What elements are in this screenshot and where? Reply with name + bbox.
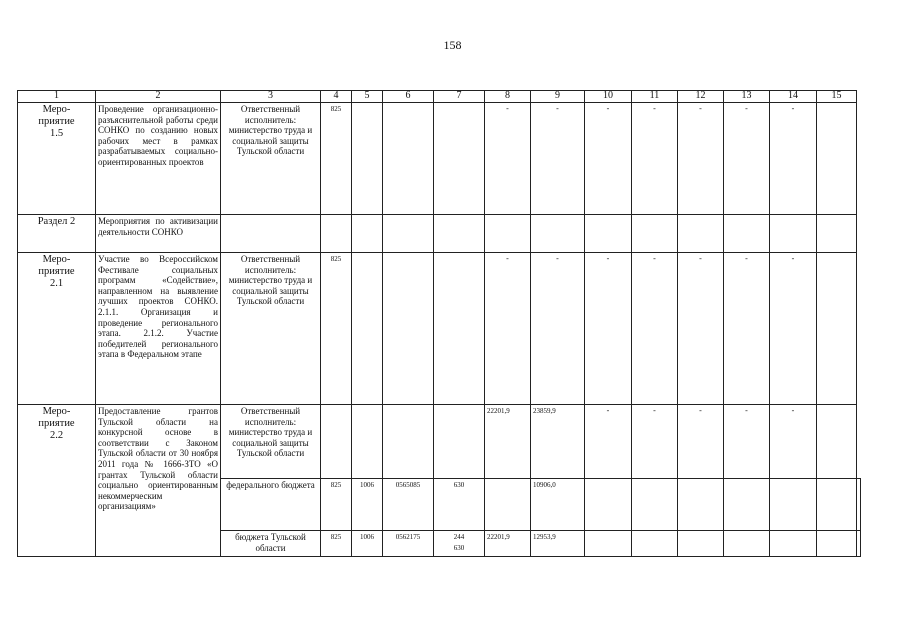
cell-empty — [585, 531, 632, 557]
cell-c4: 825 — [321, 103, 352, 215]
col-header: 5 — [352, 91, 383, 103]
cell-dash: - — [770, 103, 817, 215]
cell-empty — [678, 531, 724, 557]
cell-empty — [632, 215, 678, 253]
col-header: 9 — [531, 91, 585, 103]
col-header: 7 — [434, 91, 485, 103]
cell-dash: - — [585, 103, 632, 215]
cell-empty — [434, 215, 485, 253]
cell-dash: - — [678, 253, 724, 405]
cell-c9: 23859,9 — [531, 405, 585, 479]
table-row — [18, 103, 861, 215]
cell-c5: 1006 — [352, 479, 383, 531]
cell-empty — [434, 405, 485, 479]
col-header: 4 — [321, 91, 352, 103]
cell-dash: - — [531, 103, 585, 215]
cell-c9: 10906,0 — [531, 479, 585, 531]
cell-empty — [857, 531, 861, 557]
cell-c6: 0562175 — [383, 531, 434, 557]
cell-empty — [352, 215, 383, 253]
cell-c7: 244 630 — [434, 531, 485, 557]
col-header: 13 — [724, 91, 770, 103]
col-header: 1 — [18, 91, 96, 103]
row-executor: Ответственный исполнитель: министерство труда и социальной защиты Тульской области — [221, 253, 321, 405]
cell-empty — [817, 479, 857, 531]
cell-empty — [770, 531, 817, 557]
cell-dash: - — [678, 103, 724, 215]
cell-empty — [383, 103, 434, 215]
cell-empty — [485, 215, 531, 253]
cell-empty — [383, 215, 434, 253]
row-executor: Ответственный исполнитель: министерство труда и социальной защиты Тульской области — [221, 103, 321, 215]
cell-empty — [383, 405, 434, 479]
cell-dash: - — [678, 405, 724, 479]
row-label: Раздел 2 — [18, 215, 96, 253]
cell-dash: - — [632, 405, 678, 479]
cell-c5: 1006 — [352, 531, 383, 557]
cell-empty — [770, 215, 817, 253]
cell-empty — [817, 531, 857, 557]
cell-empty — [321, 215, 352, 253]
cell-dash: - — [770, 405, 817, 479]
cell-empty — [352, 253, 383, 405]
cell-dash: - — [485, 103, 531, 215]
cell-c4: 825 — [321, 479, 352, 531]
cell-dash: - — [724, 405, 770, 479]
cell-dash: - — [485, 253, 531, 405]
cell-dash: - — [585, 405, 632, 479]
cell-dash: - — [632, 253, 678, 405]
cell-dash: - — [531, 253, 585, 405]
cell-empty — [434, 253, 485, 405]
table-row — [18, 253, 861, 405]
cell-dash: - — [585, 253, 632, 405]
row-funding-source: федерального бюджета — [221, 479, 321, 531]
header-row — [18, 91, 861, 103]
cell-empty — [632, 479, 678, 531]
cell-empty — [585, 215, 632, 253]
cell-empty — [352, 405, 383, 479]
cell-empty — [221, 215, 321, 253]
cell-dash: - — [724, 103, 770, 215]
col-header: 2 — [96, 91, 221, 103]
cell-dash: - — [632, 103, 678, 215]
cell-empty — [678, 215, 724, 253]
cell-empty — [678, 479, 724, 531]
cell-empty — [352, 103, 383, 215]
row-executor: Ответственный исполнитель: министерство труда и социальной защиты Тульской области — [221, 405, 321, 479]
cell-empty — [485, 479, 531, 531]
cell-c4: 825 — [321, 253, 352, 405]
cell-empty — [857, 479, 861, 531]
budget-table — [17, 90, 861, 557]
col-header: 14 — [770, 91, 817, 103]
cell-dash: - — [770, 253, 817, 405]
cell-empty — [817, 215, 857, 253]
row-funding-source: бюджета Тульской области — [221, 531, 321, 557]
page-number: 158 — [443, 38, 462, 52]
col-header: 8 — [485, 91, 531, 103]
row-label: Меро- приятие 1.5 — [18, 103, 96, 215]
table-row — [18, 405, 861, 479]
cell-empty — [724, 479, 770, 531]
cell-c9: 12953,9 — [531, 531, 585, 557]
col-header: 11 — [632, 91, 678, 103]
cell-empty — [724, 215, 770, 253]
col-header: 12 — [678, 91, 724, 103]
cell-empty — [531, 215, 585, 253]
cell-c8: 22201,9 — [485, 531, 531, 557]
row-description: Предоставление грантов Тульской области на конкурсной основе в соответствии с Законом Тульской области от 30 ноября 2011 года № 1666-ЗТО «О грантах Тульской области социально ориентированным некоммерческим организациям» — [96, 405, 221, 557]
cell-empty — [817, 253, 857, 405]
row-description: Проведение организационно-разъяснительной работы среди СОНКО по созданию новых рабочих мест в рамках разрабатываемых социально-ориентированных проектов — [96, 103, 221, 215]
col-header: 3 — [221, 91, 321, 103]
cell-c6: 0565085 — [383, 479, 434, 531]
row-label: Меро- приятие 2.1 — [18, 253, 96, 405]
col-header: 10 — [585, 91, 632, 103]
cell-dash: - — [724, 253, 770, 405]
row-description: Мероприятия по активизации деятельности СОНКО — [96, 215, 221, 253]
table-row — [18, 215, 861, 253]
row-label: Меро- приятие 2.2 — [18, 405, 96, 557]
cell-c8: 22201,9 — [485, 405, 531, 479]
cell-c4: 825 — [321, 531, 352, 557]
cell-empty — [321, 405, 352, 479]
cell-empty — [383, 253, 434, 405]
cell-empty — [632, 531, 678, 557]
cell-empty — [724, 531, 770, 557]
cell-empty — [817, 405, 857, 479]
cell-empty — [817, 103, 857, 215]
col-header: 15 — [817, 91, 857, 103]
cell-c7: 630 — [434, 479, 485, 531]
cell-empty — [585, 479, 632, 531]
col-header: 6 — [383, 91, 434, 103]
cell-empty — [434, 103, 485, 215]
row-description: Участие во Всероссийском Фестивале социальных программ «Содействие», направленном на выявление лучших проектов СОНКО. 2.1.1. Организация и проведение регионального этапа. 2.1.2. Участие победителей регионального этапа в Федеральном этапе — [96, 253, 221, 405]
cell-empty — [770, 479, 817, 531]
